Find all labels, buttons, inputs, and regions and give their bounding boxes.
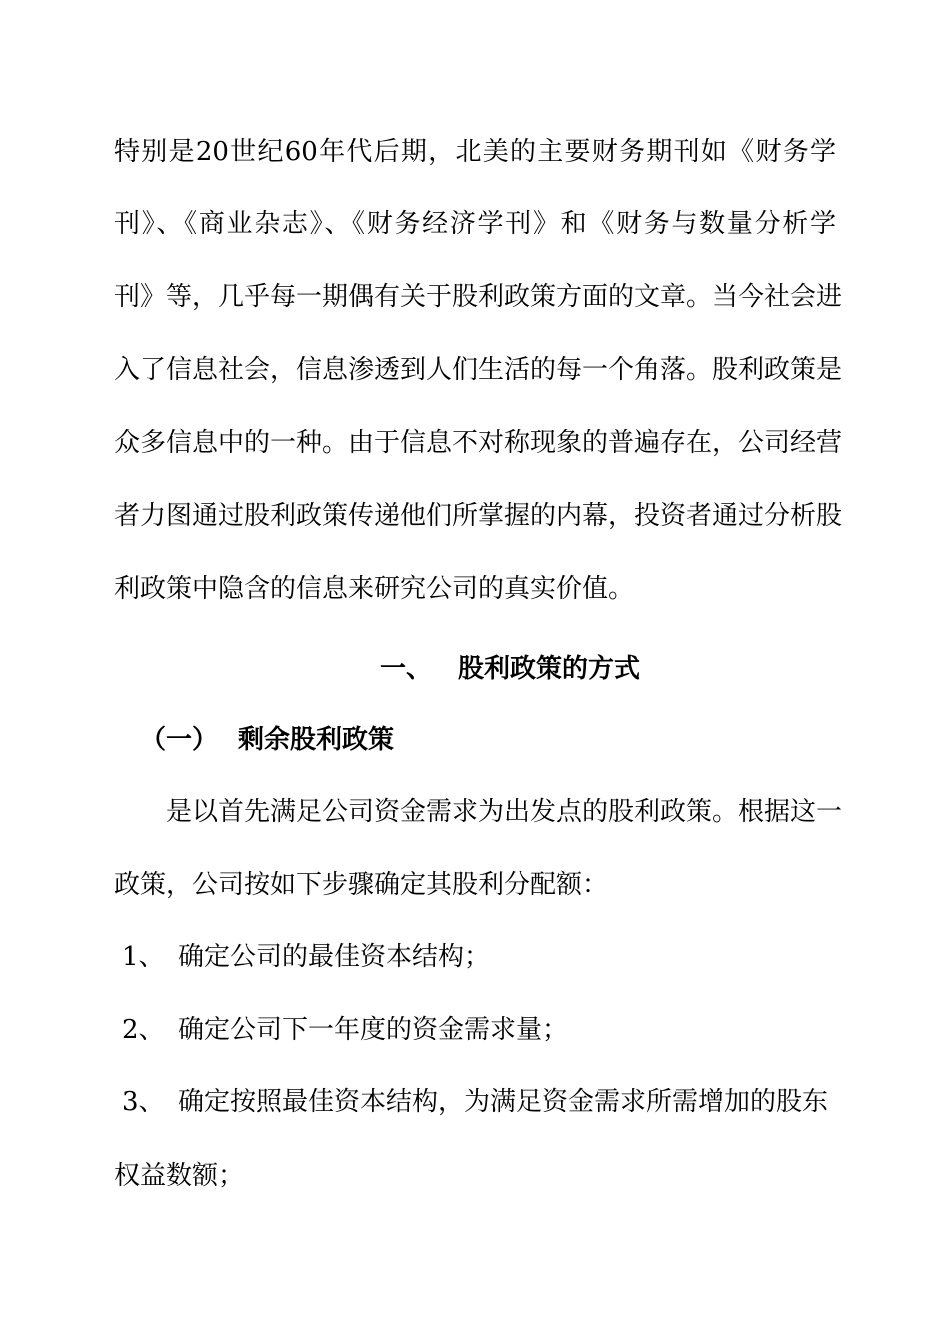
step-number: 1、 [122,942,165,972]
step-text: 确定公司的最佳资本结构； [178,942,491,972]
paragraph-line: 利政策中隐含的信息来研究公司的真实价值。 [114,574,635,604]
paragraph-line: 刊》、《商业杂志》、《财务经济学刊》和《财务与数量分析学 [114,209,836,239]
section-heading [380,654,640,684]
step-number: 3、 [122,1087,165,1117]
paragraph-line: 者力图通过股利政策传递他们所掌握的内幕，投资者通过分析股 [114,501,843,531]
paragraph-line: 特别是20世纪60年代后期，北美的主要财务期刊如《财务学 [114,137,836,167]
subsection-heading [140,725,394,755]
paragraph-line: 是以首先满足公司资金需求为出发点的股利政策。根据这一 [166,797,843,827]
subsection-title: 剩余股利政策 [238,725,395,755]
step-text: 确定公司下一年度的资金需求量； [178,1015,569,1045]
step-continuation: 权益数额； [114,1161,245,1191]
list-item [122,1015,568,1045]
paragraph-line: 入了信息社会，信息渗透到人们生活的每一个角落。股利政策是 [114,355,843,385]
paragraph-line: 众多信息中的一种。由于信息不对称现象的普遍存在，公司经营 [114,428,843,458]
section-title: 股利政策的方式 [458,654,641,684]
step-number: 2、 [122,1015,165,1045]
section-number: 一、 [380,654,433,684]
paragraph-line: 政策，公司按如下步骤确定其股利分配额： [114,870,609,900]
paragraph-line: 刊》等，几乎每一期偶有关于股利政策方面的文章。当今社会进 [114,282,843,312]
step-text: 确定按照最佳资本结构，为满足资金需求所需增加的股东 [178,1087,829,1117]
list-item [122,942,490,972]
subsection-number: （一） [140,725,219,755]
list-item [122,1087,828,1117]
